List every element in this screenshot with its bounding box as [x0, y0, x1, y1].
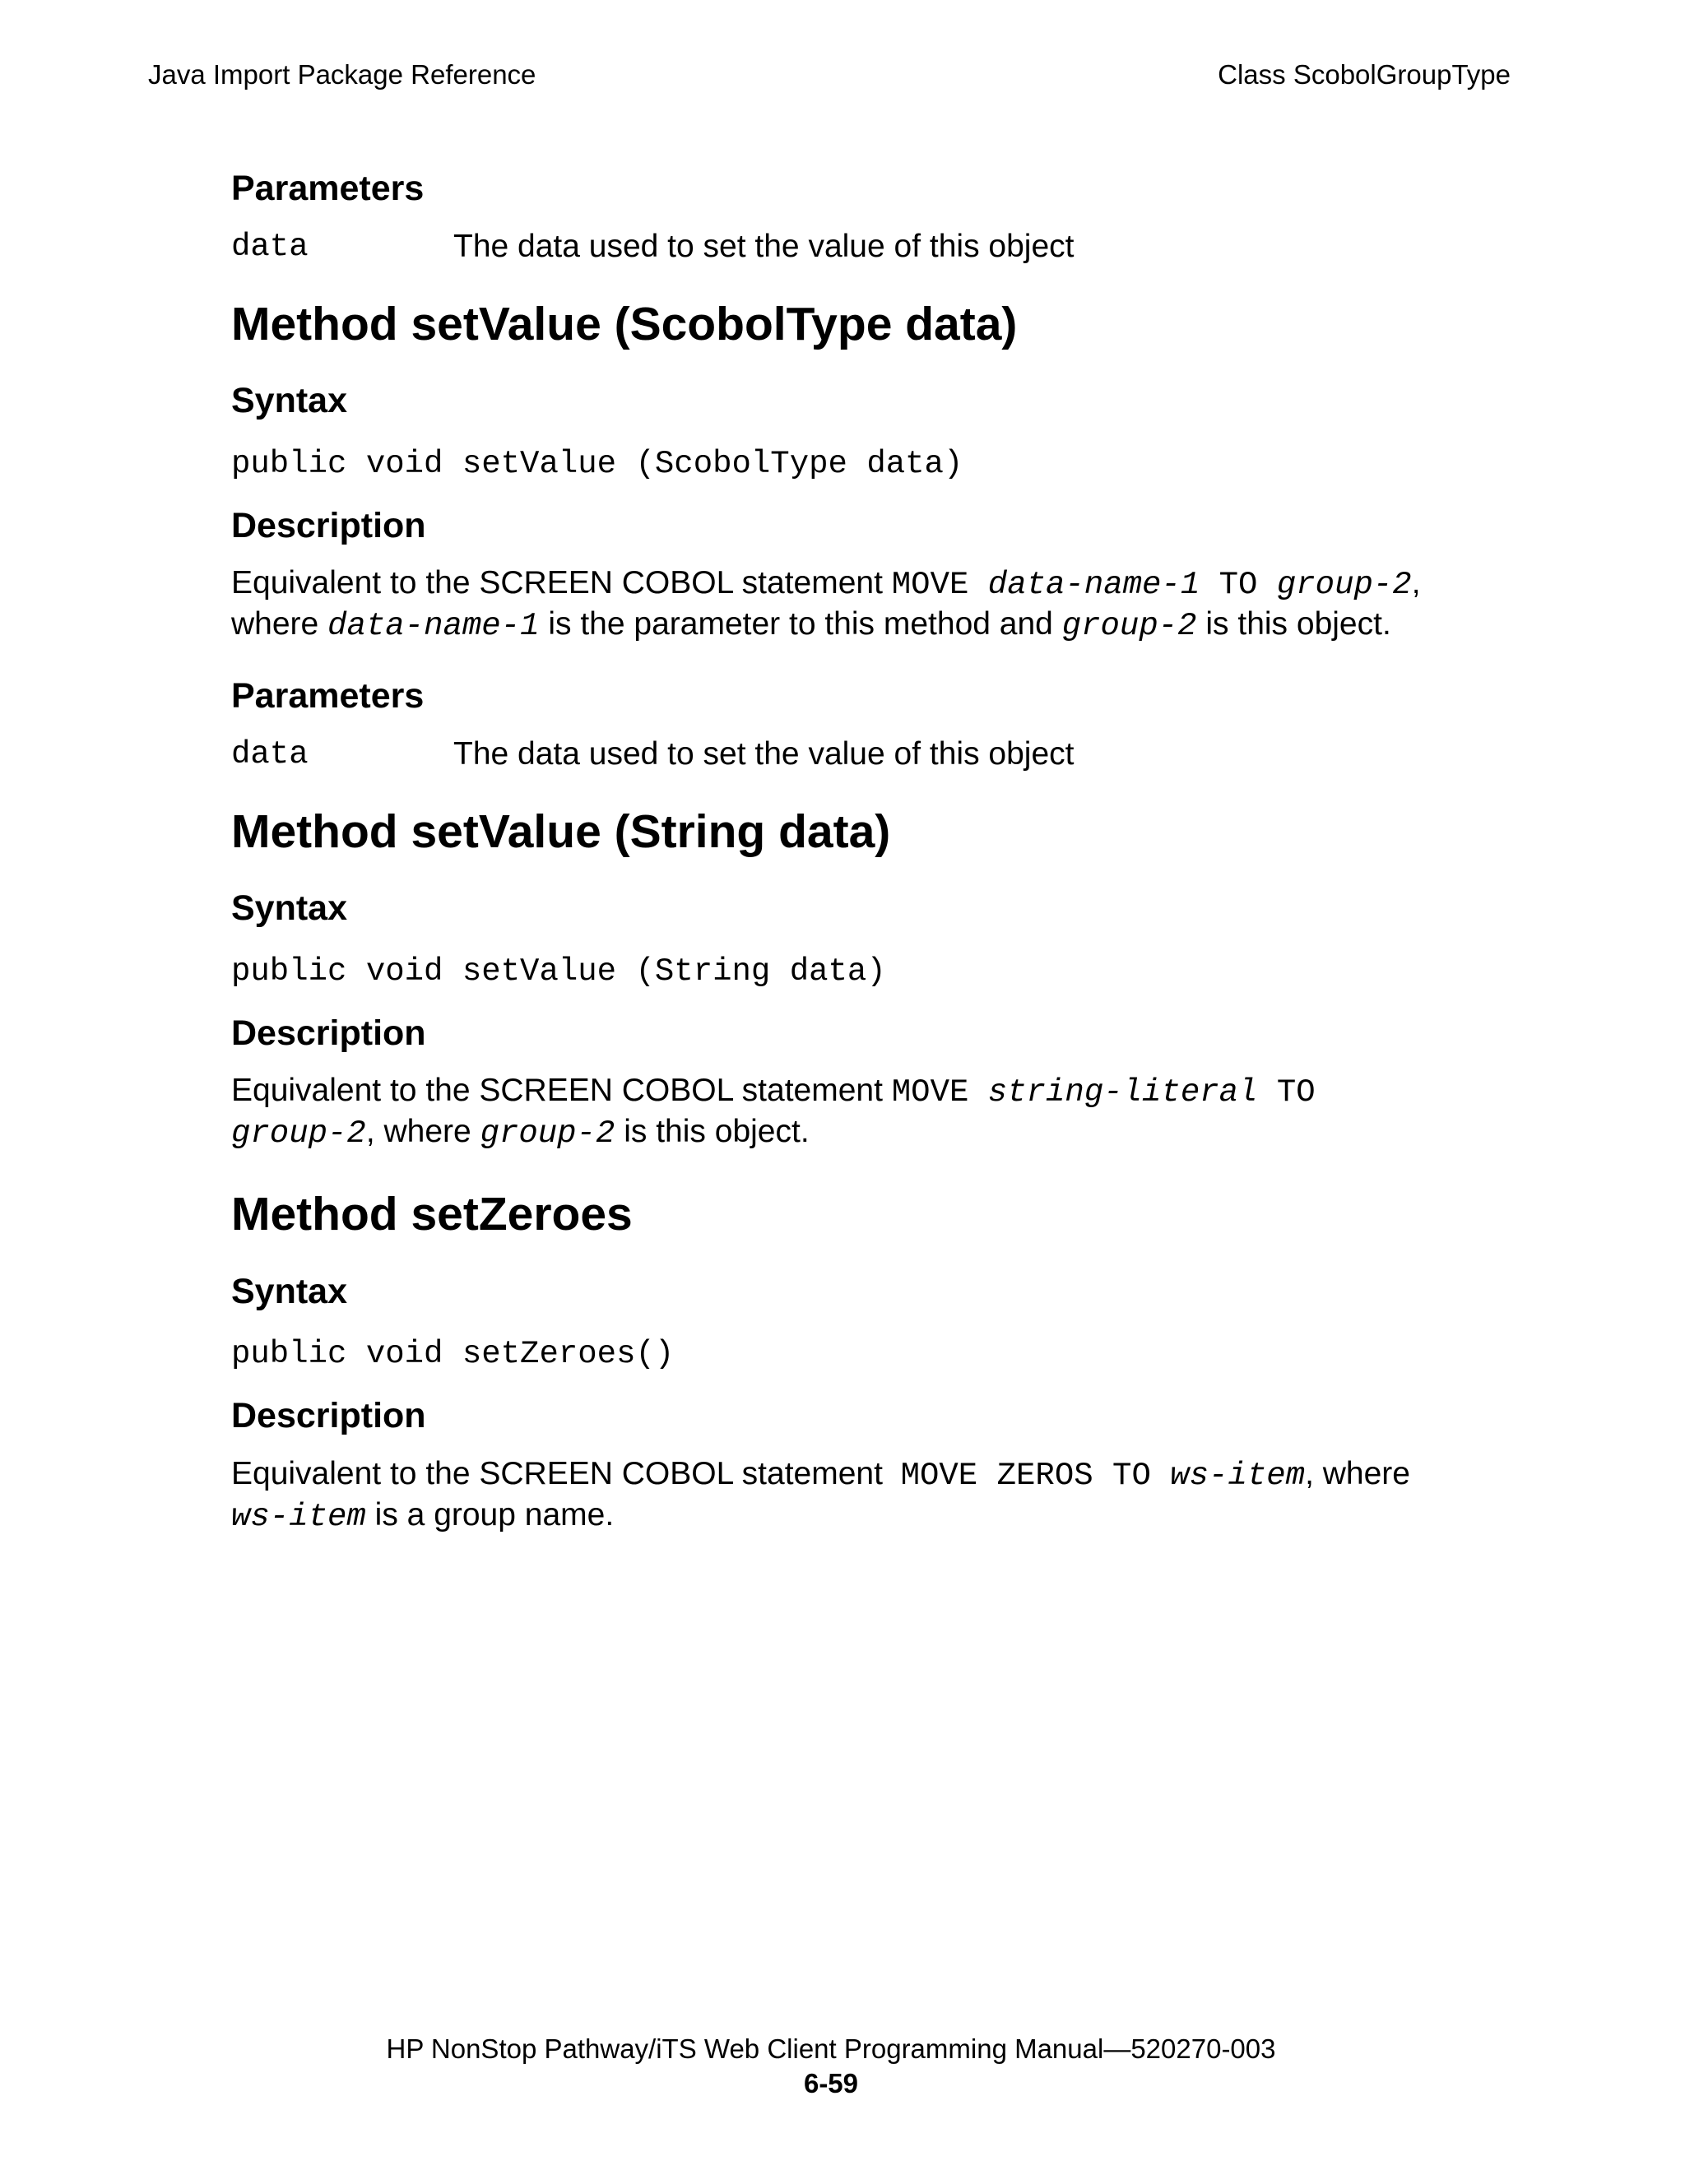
syntax-heading: Syntax — [231, 1271, 348, 1311]
text-run: , where — [365, 1114, 480, 1150]
page-footer — [0, 2032, 1662, 2101]
method-title: Method setValue (ScobolType data) — [231, 297, 1018, 350]
code-run: MOVE — [891, 567, 988, 604]
parameters-heading: Parameters — [231, 676, 425, 716]
code-variable: group-2 — [1061, 608, 1197, 645]
parameter-row — [231, 227, 1531, 267]
text-run: Equivalent to the SCREEN COBOL statement — [231, 565, 892, 601]
text-run: is a group name. — [365, 1496, 615, 1533]
text-run: where — [231, 606, 328, 642]
syntax-code: public void setValue (ScobolType data) — [231, 445, 963, 482]
code-run: TO — [1200, 567, 1277, 604]
code-variable: string-literal — [987, 1074, 1258, 1111]
running-header-left: Java Import Package Reference — [148, 59, 536, 90]
code-variable: group-2 — [480, 1115, 615, 1152]
syntax-heading: Syntax — [231, 380, 348, 420]
code-run: MOVE — [891, 1074, 988, 1111]
text-run: , — [1411, 565, 1421, 601]
text-run: Equivalent to the SCREEN COBOL statement — [231, 1455, 901, 1491]
code-variable: data-name-1 — [987, 567, 1200, 604]
code-run: TO — [1257, 1074, 1316, 1111]
syntax-heading: Syntax — [231, 888, 348, 929]
code-run: MOVE ZEROS TO — [900, 1457, 1171, 1494]
description-heading: Description — [231, 505, 426, 545]
syntax-code: public void setValue (String data) — [231, 953, 886, 990]
manual-title: HP NonStop Pathway/iTS Web Client Programming Manual—520270-003 — [386, 2033, 1276, 2064]
description-heading: Description — [231, 1013, 426, 1053]
parameter-row — [231, 735, 1531, 774]
text-run: is this object. — [615, 1114, 810, 1150]
parameter-description: The data used to set the value of this object — [453, 228, 1075, 264]
text-run: is this object. — [1196, 606, 1391, 642]
code-variable: data-name-1 — [327, 608, 540, 645]
method-title: Method setValue (String data) — [231, 805, 891, 858]
syntax-code: public void setZeroes() — [231, 1336, 675, 1373]
description-heading: Description — [231, 1396, 426, 1436]
parameter-name: data — [231, 228, 309, 265]
text-run: is the parameter to this method and — [539, 606, 1062, 642]
running-header-right: Class ScobolGroupType — [1218, 59, 1511, 90]
code-variable: ws-item — [1170, 1457, 1306, 1494]
page-content — [231, 165, 1531, 1537]
description-text — [231, 1454, 1531, 1537]
parameter-description: The data used to set the value of this object — [453, 735, 1075, 772]
parameters-heading: Parameters — [231, 169, 425, 208]
text-run: , where — [1305, 1455, 1410, 1491]
text-run: Equivalent to the SCREEN COBOL statement — [231, 1073, 892, 1109]
description-text — [231, 1071, 1531, 1153]
description-text — [231, 563, 1531, 646]
method-title: Method setZeroes — [231, 1188, 633, 1241]
code-variable: group-2 — [1276, 567, 1412, 604]
parameter-name: data — [231, 735, 309, 772]
code-variable: ws-item — [231, 1498, 366, 1535]
page-number: 6-59 — [803, 2068, 859, 2098]
code-variable: group-2 — [231, 1115, 366, 1152]
